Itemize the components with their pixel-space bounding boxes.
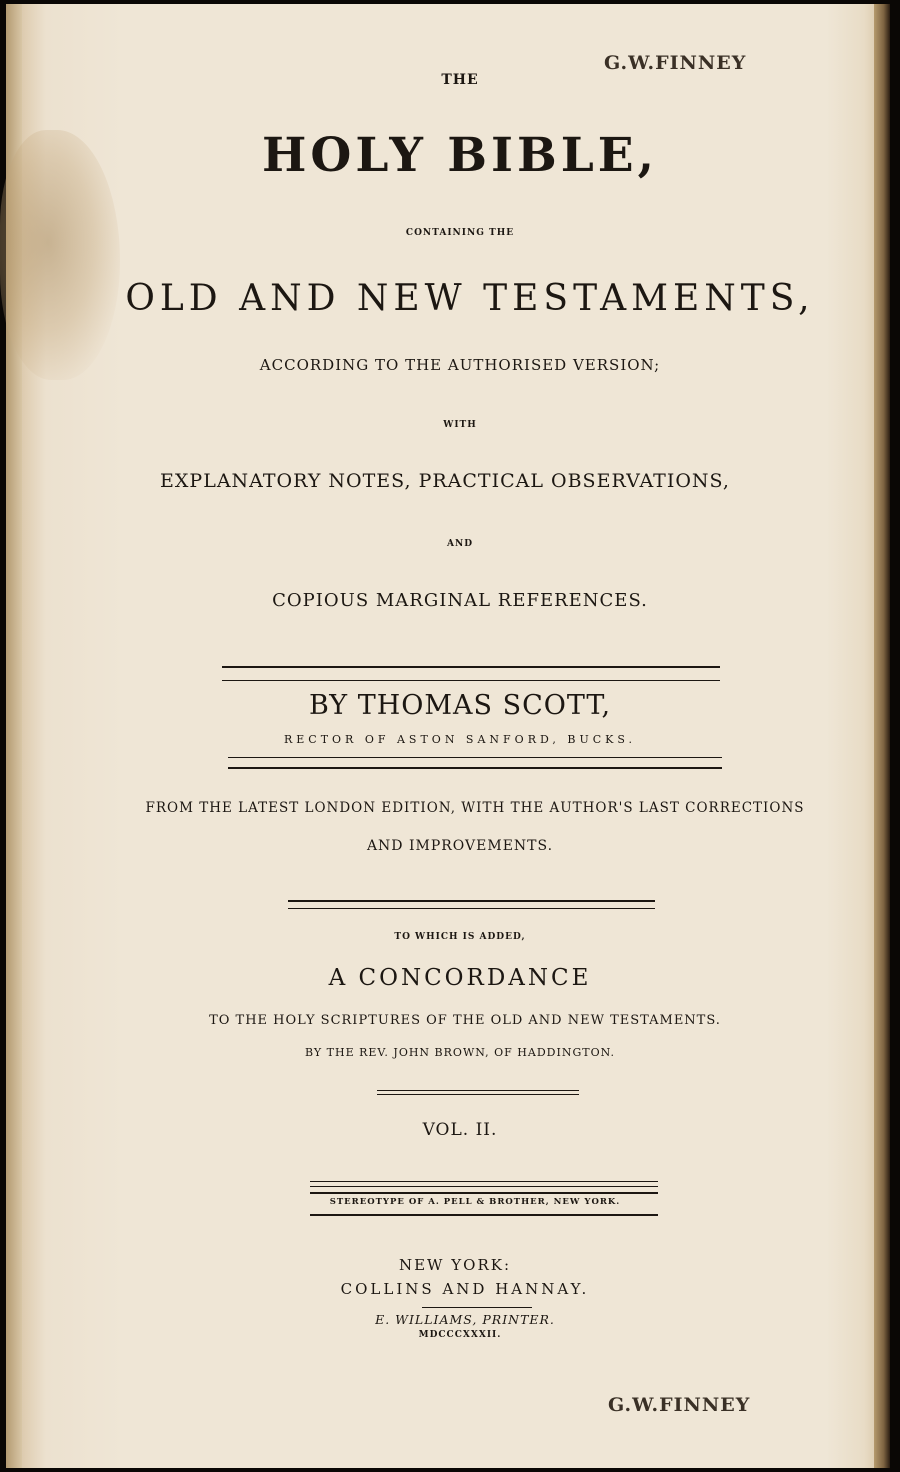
rule-above-author	[222, 666, 720, 668]
author-title-line: RECTOR OF ASTON SANFORD, BUCKS.	[283, 733, 637, 746]
rule-above-volume	[377, 1094, 579, 1095]
with-line: WITH	[443, 420, 477, 430]
containing-line: CONTAINING THE	[405, 228, 515, 238]
year-line: MDCCCXXXII.	[418, 1330, 502, 1340]
rule-above-stereotype-1	[310, 1181, 658, 1182]
city-line: NEW YORK:	[398, 1256, 511, 1274]
rule-below-stereotype	[310, 1214, 658, 1216]
owner-stamp-top: G.W.FINNEY	[604, 52, 747, 74]
edition-line-1: FROM THE LATEST LONDON EDITION, WITH THE AUTHOR'S LAST CORRECTIONS	[145, 800, 805, 816]
rule-above-stereotype-3	[310, 1192, 658, 1194]
volume-number: VOL. II.	[422, 1120, 498, 1140]
notes-line: EXPLANATORY NOTES, PRACTICAL OBSERVATIONS,	[160, 470, 730, 492]
testaments-line: OLD AND NEW TESTAMENTS,	[125, 278, 815, 319]
according-line: ACCORDING TO THE AUTHORISED VERSION;	[259, 356, 661, 374]
main-title: HOLY BIBLE,	[262, 128, 658, 183]
rule-below-author-thin	[228, 757, 722, 758]
rule-above-concordance	[288, 900, 655, 902]
author-line: BY THOMAS SCOTT,	[308, 690, 612, 721]
rule-below-author	[228, 767, 722, 769]
owner-stamp-bottom: G.W.FINNEY	[608, 1394, 751, 1416]
references-line: COPIOUS MARGINAL REFERENCES.	[272, 590, 648, 611]
stereotype-line: STEREOTYPE OF A. PELL & BROTHER, NEW YORK.	[329, 1197, 621, 1207]
concordance-title: A CONCORDANCE	[328, 965, 592, 991]
rule-above-volume-thin	[377, 1090, 579, 1091]
edition-line-2: AND IMPROVEMENTS.	[366, 838, 554, 854]
rule-below-publisher	[422, 1307, 532, 1308]
concordance-author: BY THE REV. JOHN BROWN, OF HADDINGTON.	[304, 1046, 616, 1059]
added-line: TO WHICH IS ADDED,	[394, 932, 526, 942]
concordance-subtitle: TO THE HOLY SCRIPTURES OF THE OLD AND NEW TESTAMENTS.	[209, 1013, 721, 1028]
rule-above-author-thin	[222, 680, 720, 681]
and-line: AND	[446, 539, 473, 549]
rule-above-concordance-thin	[288, 908, 655, 909]
title-the: THE	[441, 72, 479, 88]
printer-line: E. WILLIAMS, PRINTER.	[375, 1312, 555, 1327]
rule-above-stereotype-2	[310, 1186, 658, 1187]
publisher-line: COLLINS AND HANNAY.	[340, 1280, 590, 1298]
